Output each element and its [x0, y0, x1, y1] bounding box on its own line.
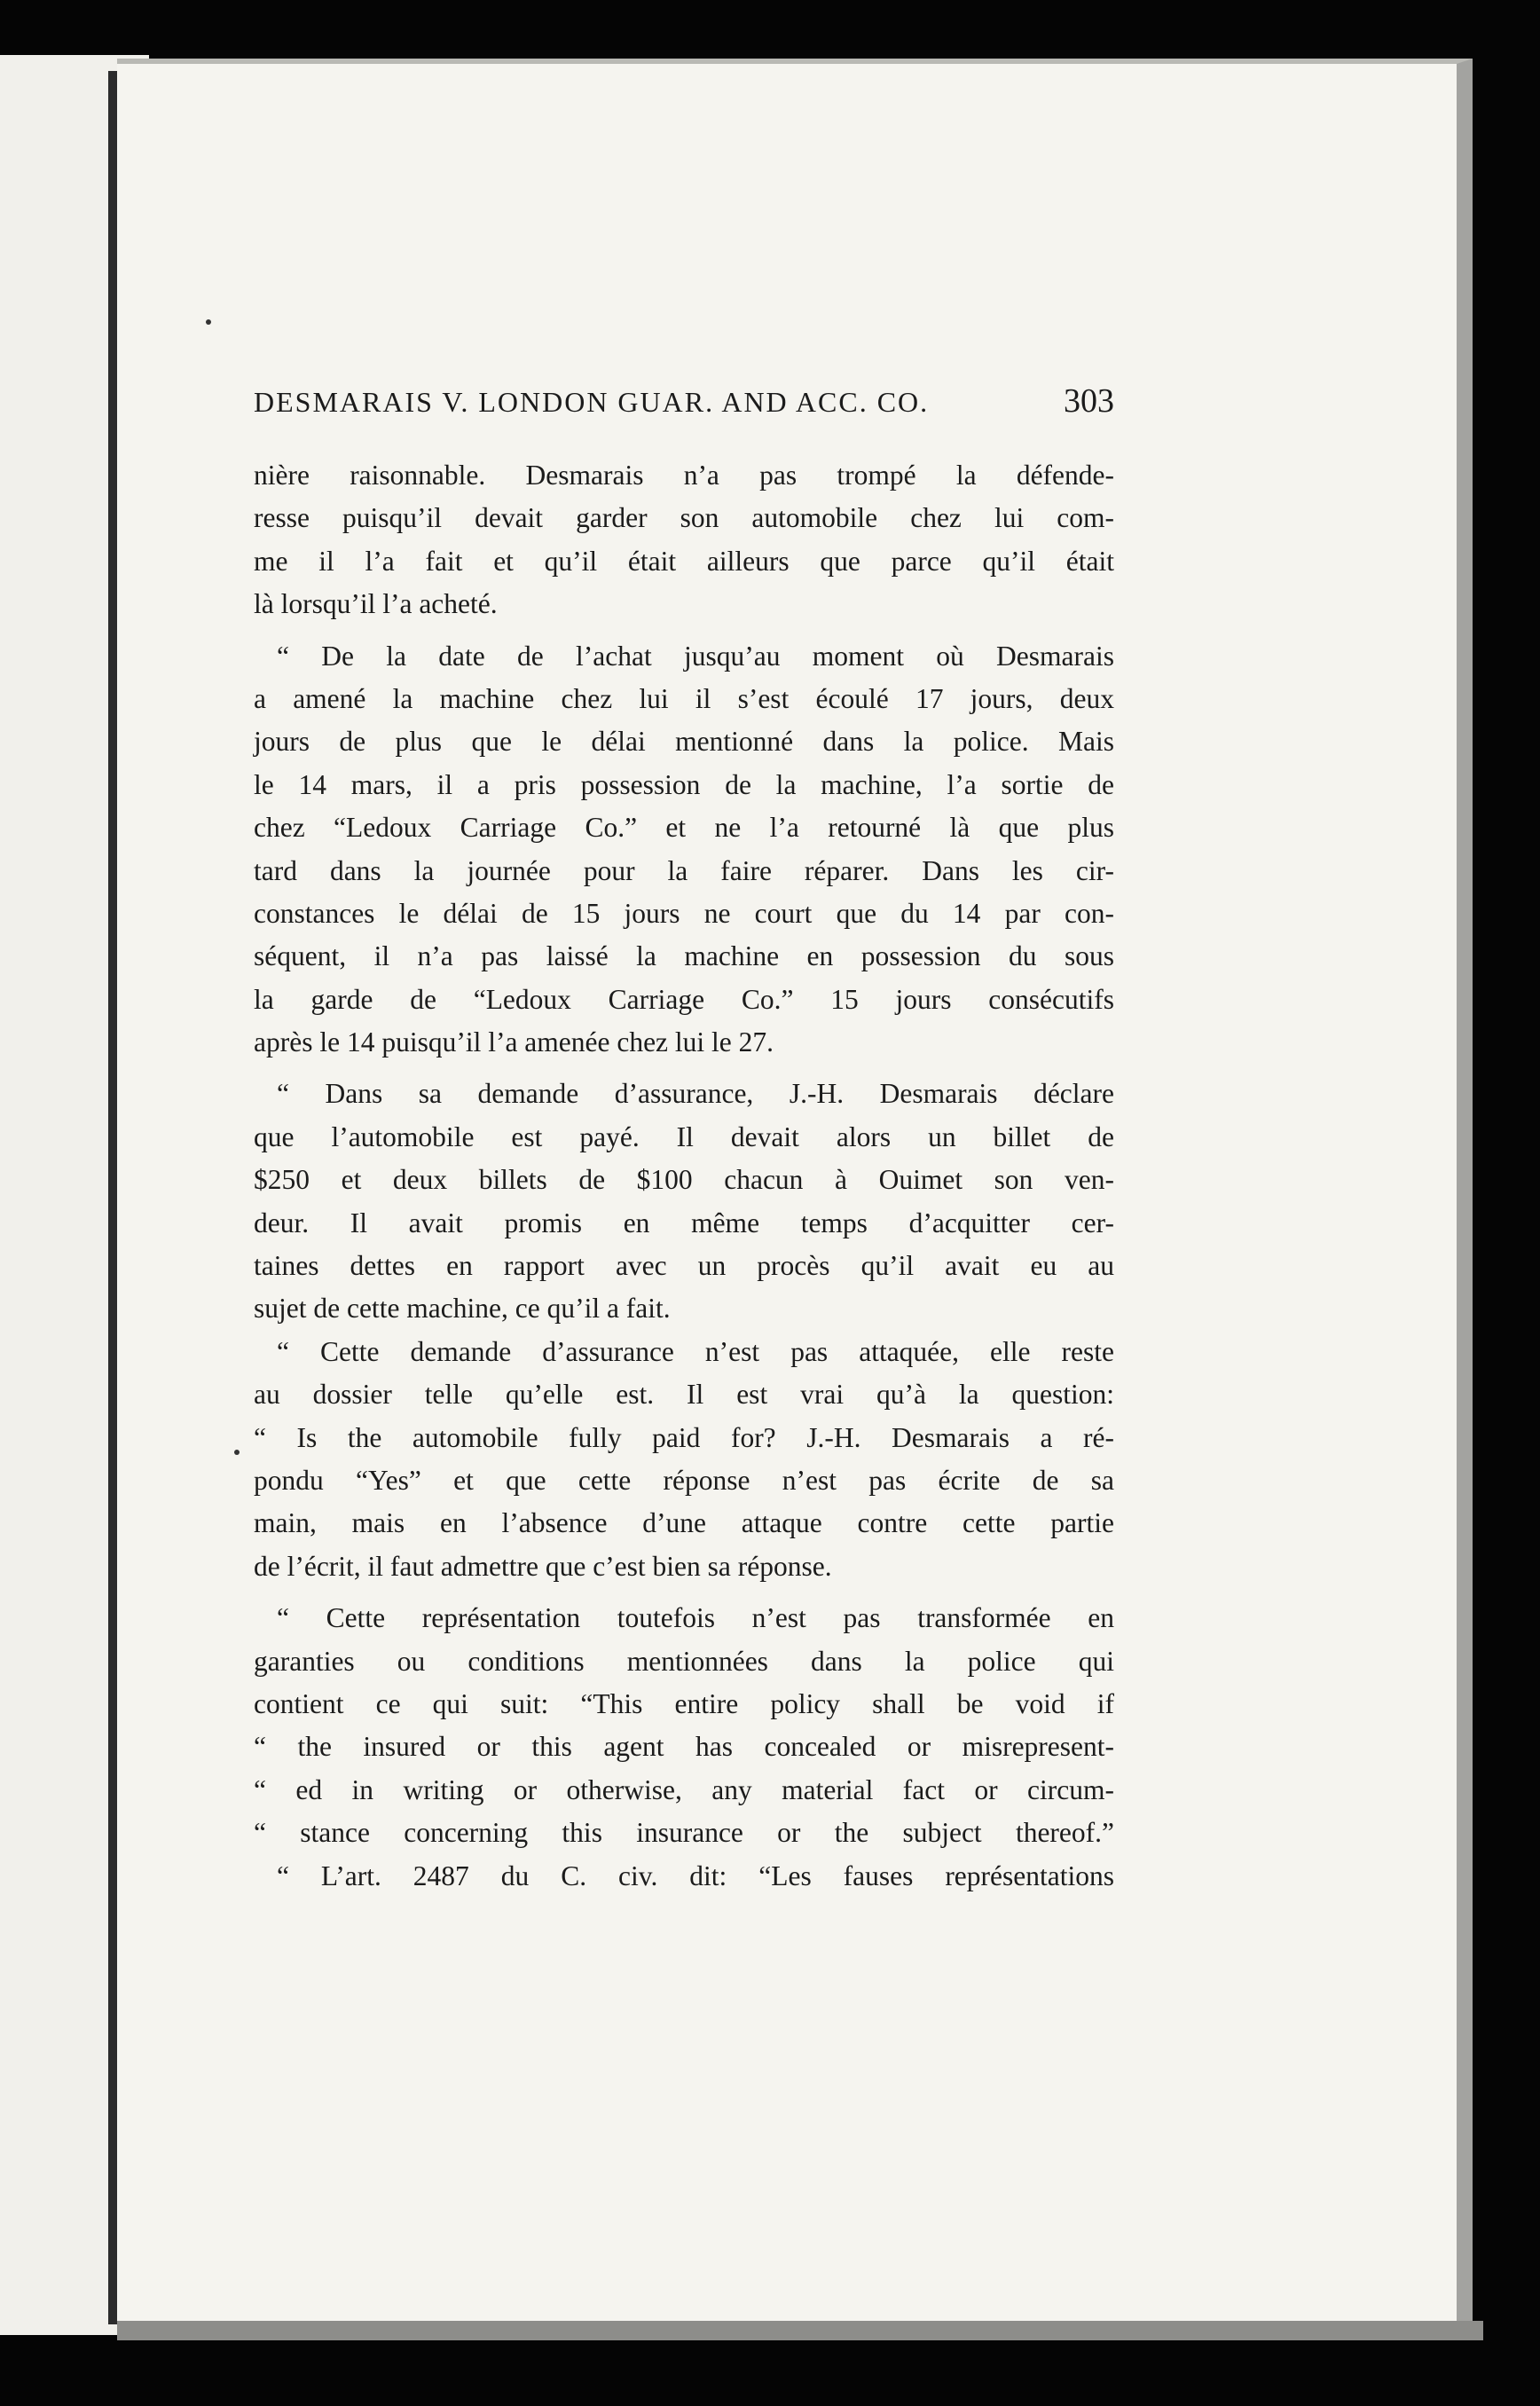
paragraph	[254, 454, 1114, 626]
text-line: tard dans la journée pour la faire réparer. Dans les cir-	[254, 854, 1114, 886]
text-line: sujet de cette machine, ce qu’il a fait.	[254, 1293, 671, 1325]
running-head-title: DESMARAIS V. LONDON GUAR. AND ACC. CO.	[254, 386, 930, 418]
text-line: constances le délai de 15 jours ne court que du 14 par con-	[254, 897, 1114, 929]
text-line: “ L’art. 2487 du C. civ. dit: “Les fauses représentations	[277, 1860, 1114, 1891]
text-line: a amené la machine chez lui il s’est écoulé 17 jours, deux	[254, 682, 1114, 714]
text-line: resse puisqu’il devait garder son automobile chez lui com-	[254, 502, 1114, 534]
text-line: $250 et deux billets de $100 chacun à Ouimet son ven-	[254, 1164, 1114, 1196]
text-line: “ De la date de l’achat jusqu’au moment où Desmarais	[277, 640, 1114, 672]
text-line: chez “Ledoux Carriage Co.” et ne l’a retourné là que plus	[254, 812, 1114, 844]
speck	[206, 319, 211, 325]
text-line: de l’écrit, il faut admettre que c’est bien sa réponse.	[254, 1550, 832, 1582]
text-line: nière raisonnable. Desmarais n’a pas trompé la défende-	[254, 460, 1114, 491]
text-line: “ stance concerning this insurance or the subject thereof.”	[254, 1817, 1114, 1849]
text-line: “ Dans sa demande d’assurance, J.-H. Desmarais déclare	[277, 1078, 1114, 1110]
text-line: me il l’a fait et qu’il était ailleurs que parce qu’il était	[254, 545, 1114, 577]
paragraph	[254, 1855, 1114, 1898]
page-bottom-edge	[117, 2321, 1483, 2340]
text-line: main, mais en l’absence d’une attaque contre cette partie	[254, 1507, 1114, 1539]
text-line: le 14 mars, il a pris possession de la machine, l’a sortie de	[254, 768, 1114, 800]
paragraph	[254, 1073, 1114, 1330]
text-line: après le 14 puisqu’il l’a amenée chez lui le 27.	[254, 1026, 774, 1058]
paragraph	[254, 1597, 1114, 1854]
text-line: garanties ou conditions mentionnées dans la police qui	[254, 1645, 1114, 1677]
text-line: là lorsqu’il l’a acheté.	[254, 588, 498, 620]
page-text	[254, 381, 1114, 1898]
text-line: deur. Il avait promis en même temps d’acquitter cer-	[254, 1207, 1114, 1238]
running-head	[254, 381, 1114, 438]
text-line: au dossier telle qu’elle est. Il est vrai qu’à la question:	[254, 1379, 1114, 1411]
text-line: pondu “Yes” et que cette réponse n’est pas écrite de sa	[254, 1464, 1114, 1496]
speck	[234, 1450, 240, 1455]
text-line: que l’automobile est payé. Il devait alors un billet de	[254, 1120, 1114, 1152]
text-line: séquent, il n’a pas laissé la machine en possession du sous	[254, 940, 1114, 972]
text-line: “ Cette demande d’assurance n’est pas attaquée, elle reste	[277, 1335, 1114, 1367]
paragraph	[254, 635, 1114, 1065]
text-line: la garde de “Ledoux Carriage Co.” 15 jours consécutifs	[254, 983, 1114, 1015]
paragraph	[254, 1331, 1114, 1588]
text-line: “ the insured or this agent has concealed or misrepresent-	[254, 1731, 1114, 1763]
page-number: 303	[1064, 382, 1114, 420]
text-line: “ Is the automobile fully paid for? J.-H. Desmarais a ré-	[254, 1421, 1114, 1453]
text-line: contient ce qui suit: “This entire policy shall be void if	[254, 1687, 1114, 1719]
binding-gutter	[108, 71, 117, 2324]
text-line: “ Cette représentation toutefois n’est pas transformée en	[277, 1602, 1114, 1634]
text-line: taines dettes en rapport avec un procès qu’il avait eu au	[254, 1250, 1114, 1282]
text-line: “ ed in writing or otherwise, any material fact or circum-	[254, 1773, 1114, 1805]
text-line: jours de plus que le délai mentionné dans la police. Mais	[254, 726, 1114, 758]
